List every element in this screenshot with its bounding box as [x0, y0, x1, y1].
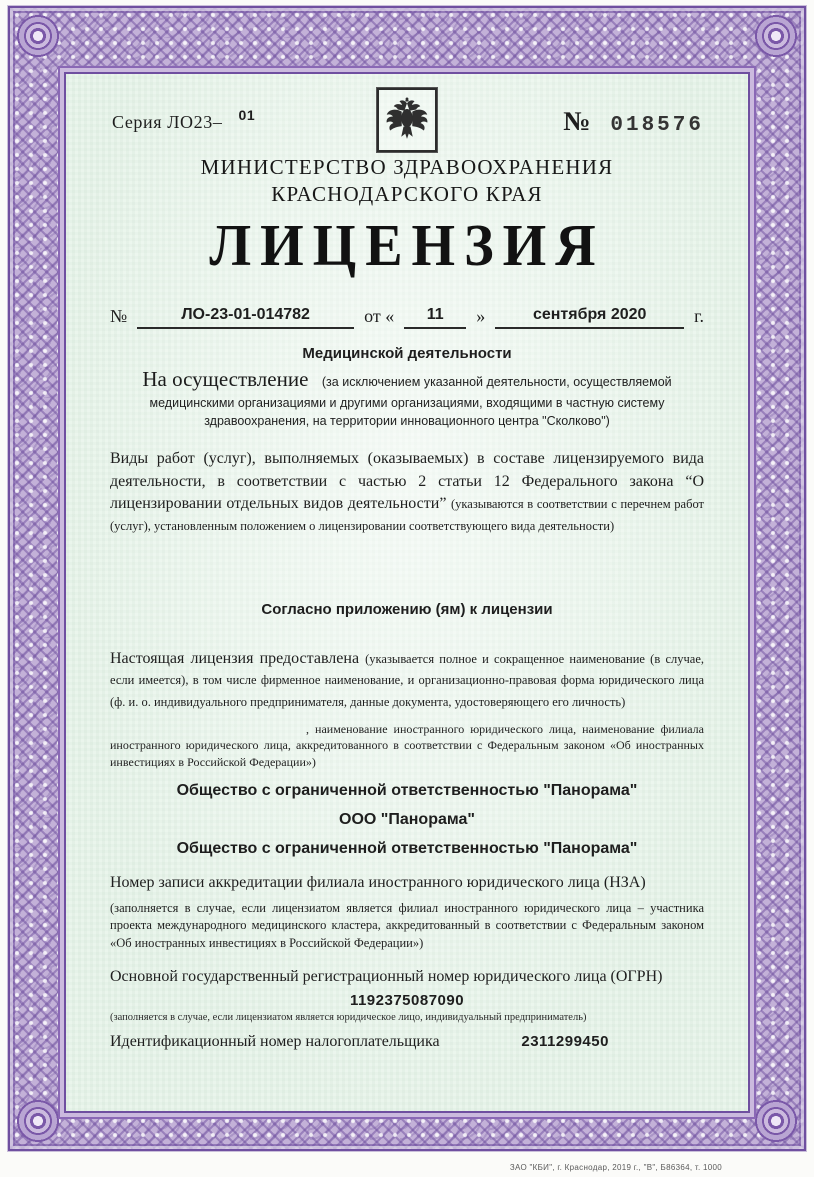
issuing-authority [110, 154, 704, 208]
granted-note2: , наименование иностранного юридического лица, наименование филиала иностранного юридического лица, аккредитованного в соответствии с Федеральным законом «Об иностранных инвестициях в Российской Федерации») [110, 721, 704, 770]
granted-main: Настоящая лицензия предоставлена [110, 649, 360, 667]
appendix-line: Согласно приложению (ям) к лицензии [261, 600, 553, 618]
granted-note1: (указывается полное и сокращенное наименование (в случае, если имеется), в том числе фирменное наименование, и организационно-правовая форма юридического лица (ф. и. о. индивидуального предпринимателя, данные документа, удостоверяющего его личность) [110, 651, 704, 709]
corner-rosette [12, 1095, 64, 1147]
ogrn-value: 1192375087090 [349, 992, 465, 1010]
activity-clause [116, 364, 698, 431]
ogrn-note: (заполняется в случае, если лицензиатом является юридическое лицо, индивидуальный предприниматель) [110, 1012, 587, 1024]
series [112, 107, 256, 133]
print-shop-imprint: ЗАО "КБИ", г. Краснодар, 2019 г., "В", Б86364, т. 1000 [509, 1163, 722, 1172]
nza-line: Номер записи аккредитации филиала иностранного юридического лица (НЗА) [110, 873, 646, 891]
date-quote-close: » [476, 305, 486, 326]
inn-value: 2311299450 [521, 1033, 609, 1051]
ogrn-line: Основной государственный регистрационный номер юридического лица (ОГРН) [110, 968, 663, 986]
form-number [563, 106, 704, 137]
licensee-short-name: ООО "Панорама" [339, 810, 475, 828]
series-label: Серия ЛО23– [112, 112, 223, 132]
inn-row [110, 1033, 704, 1051]
activity-type: Медицинской деятельности [302, 344, 512, 362]
date-month-year: сентября 2020 [495, 306, 684, 329]
ministry-line2: КРАСНОДАРСКОГО КРАЯ [271, 181, 543, 206]
date-day: 11 [404, 306, 466, 329]
coat-of-arms [377, 88, 437, 152]
granted-paragraph [110, 648, 704, 713]
license-no-sign: № [110, 305, 128, 326]
certificate-page [64, 72, 750, 1113]
licensee-full-name: Общество с ограниченной ответственностью "Панорама" [176, 781, 638, 799]
licensee-brand-name: Общество с ограниченной ответственностью "Панорама" [176, 839, 638, 857]
activity-lead: На осуществление [142, 366, 309, 391]
number-sign: № [563, 106, 591, 136]
works-small-note: (указываются в соответствии с перечнем работ (услуг), установленным положением о лицензировании соответствующего вида деятельности) [110, 496, 705, 533]
nza-note: (заполняется в случае, если лицензиатом является филиал иностранного юридического лица – участника проекта международного медицинского кластера, аккредитованный в соответствии с Федеральным законом «Об иностранных инвестициях в Российской Федерации») [110, 900, 704, 950]
corner-rosette [750, 1095, 802, 1147]
double-headed-eagle-icon [385, 96, 429, 144]
license-number-line [110, 306, 704, 329]
license-number: ЛО-23-01-014782 [137, 306, 354, 329]
number-value: 018576 [610, 114, 704, 137]
activity-note: (за исключением указанной деятельности, осуществляемой медицинскими организациями и другими организациями, входящими в частную систему здравоохранения, на территории инновационного центра "Сколково") [149, 374, 672, 429]
works-paragraph [110, 448, 704, 536]
ministry-line1: МИНИСТЕРСТВО ЗДРАВООХРАНЕНИЯ [200, 155, 614, 179]
corner-rosette [750, 10, 802, 62]
works-main: Виды работ (услуг), выполняемых (оказываемых) в составе лицензируемого вида деятельности, в соответствии с частью 2 статьи 12 Федерального закона “О лицензировании отдельных видов деятельности” [110, 450, 704, 512]
corner-rosette [12, 10, 64, 62]
document-title: ЛИЦЕНЗИЯ [209, 213, 605, 279]
date-from-label: от « [364, 305, 395, 326]
inn-label: Идентификационный номер налогоплательщика [110, 1033, 440, 1051]
series-value: 01 [238, 107, 256, 123]
header [110, 90, 704, 150]
year-suffix: г. [694, 305, 704, 326]
